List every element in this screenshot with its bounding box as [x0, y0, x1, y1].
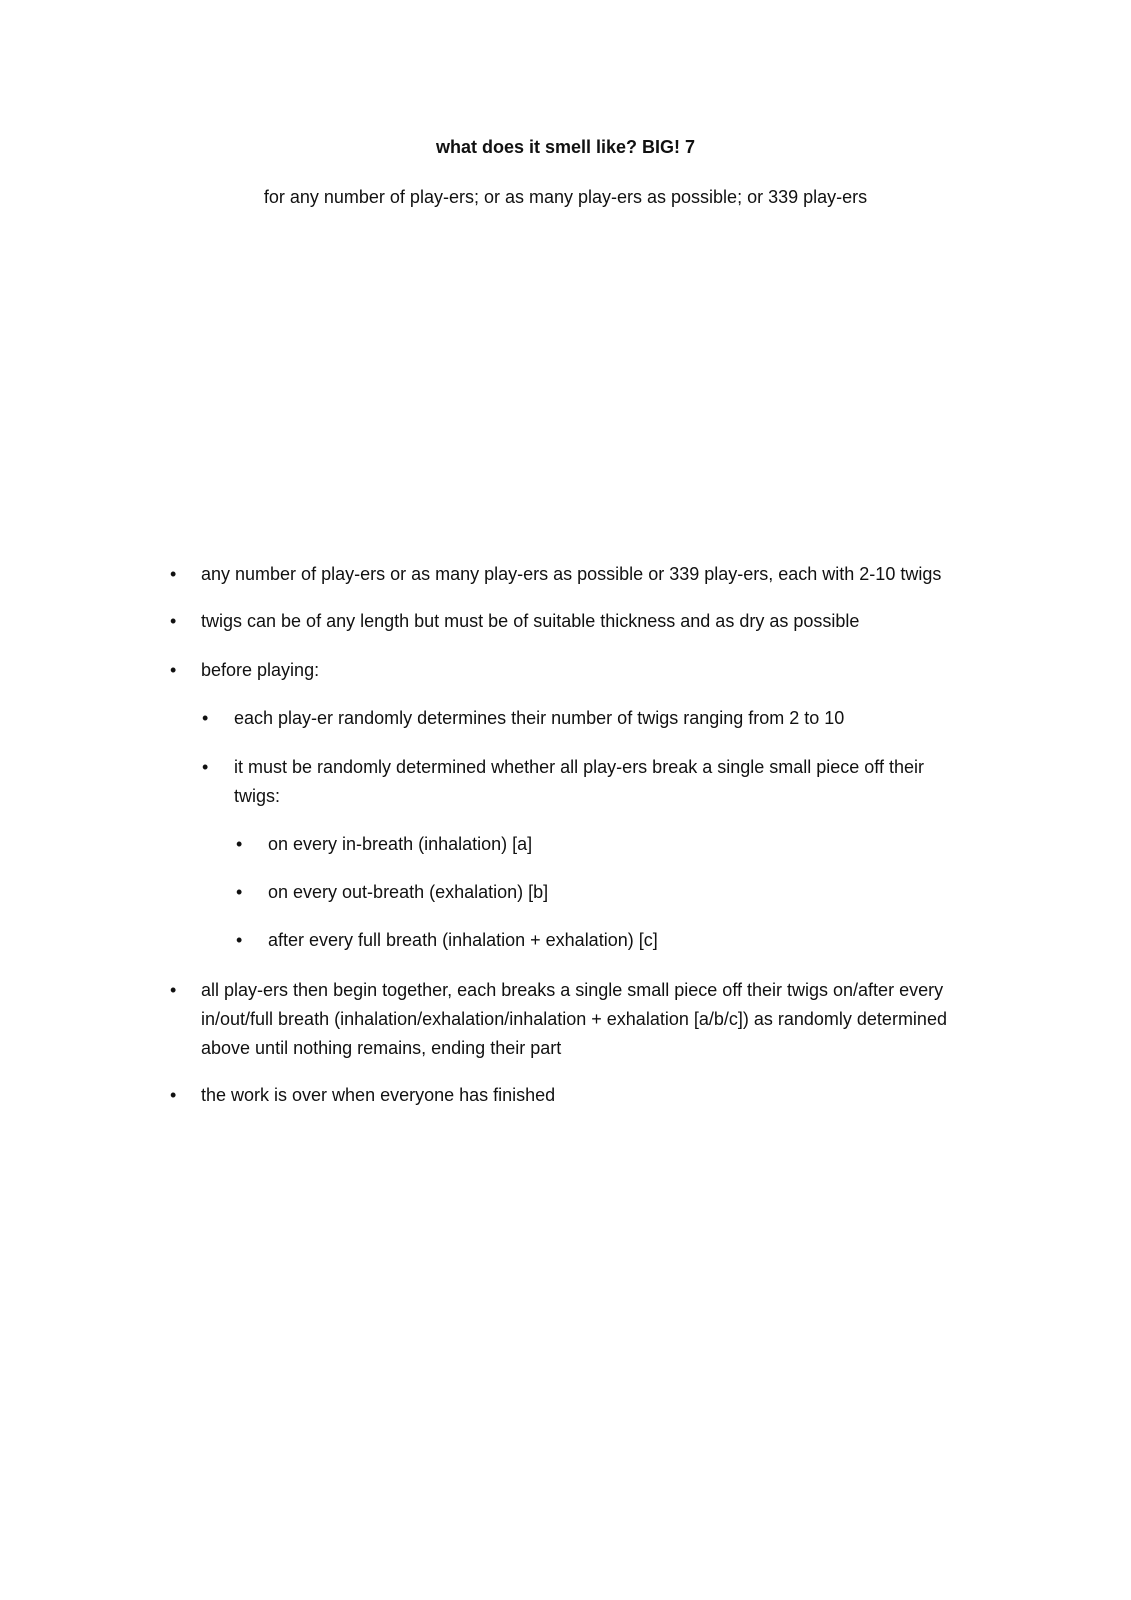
- instruction-text: after every full breath (inhalation + exhalation) [c]: [268, 930, 658, 950]
- bullet-icon: •: [170, 1085, 177, 1105]
- instruction-item: [170, 560, 981, 589]
- instruction-text: before playing:: [201, 660, 320, 680]
- bullet-icon: •: [236, 882, 243, 902]
- bullet-icon: •: [202, 757, 209, 777]
- instruction-text: it must be randomly determined whether all play-ers break a single small piece off their twigs:: [234, 757, 924, 806]
- instruction-text: each play-er randomly determines their number of twigs ranging from 2 to 10: [234, 708, 845, 728]
- instruction-item: [170, 1081, 981, 1110]
- instruction-subsubitem: [236, 830, 968, 859]
- instruction-subitem: [202, 753, 969, 811]
- bullet-icon: •: [170, 980, 177, 1000]
- bullet-icon: •: [170, 564, 177, 584]
- instruction-subsubitem: [236, 878, 968, 907]
- instruction-text: twigs can be of any length but must be of suitable thickness and as dry as possible: [201, 611, 860, 631]
- instruction-text: any number of play-ers or as many play-ers as possible or 339 play-ers, each with 2-10 twigs: [201, 564, 942, 584]
- bullet-icon: •: [170, 611, 177, 631]
- page-subtitle: for any number of play-ers; or as many play-ers as possible; or 339 play-ers: [263, 187, 868, 207]
- bullet-icon: •: [236, 930, 243, 950]
- instruction-subitem: [202, 704, 974, 733]
- instruction-subsubitem: [236, 926, 968, 955]
- instruction-item: [170, 656, 981, 685]
- instruction-text: the work is over when everyone has finished: [201, 1085, 556, 1105]
- instruction-item: [170, 607, 981, 636]
- bullet-icon: •: [202, 708, 209, 728]
- page-title: what does it smell like? BIG! 7: [435, 137, 696, 157]
- bullet-icon: •: [170, 660, 177, 680]
- bullet-icon: •: [236, 834, 243, 854]
- instruction-item: [170, 976, 971, 1063]
- instruction-text: on every in-breath (inhalation) [a]: [268, 834, 533, 854]
- instruction-text: on every out-breath (exhalation) [b]: [268, 882, 549, 902]
- instruction-text: all play-ers then begin together, each breaks a single small piece off their twigs on/after every in/out/full breath (inhalation/exhalation/inhalation + exhalation [a/b/c]) as randomly determined above until nothing remains, ending their part: [201, 980, 947, 1058]
